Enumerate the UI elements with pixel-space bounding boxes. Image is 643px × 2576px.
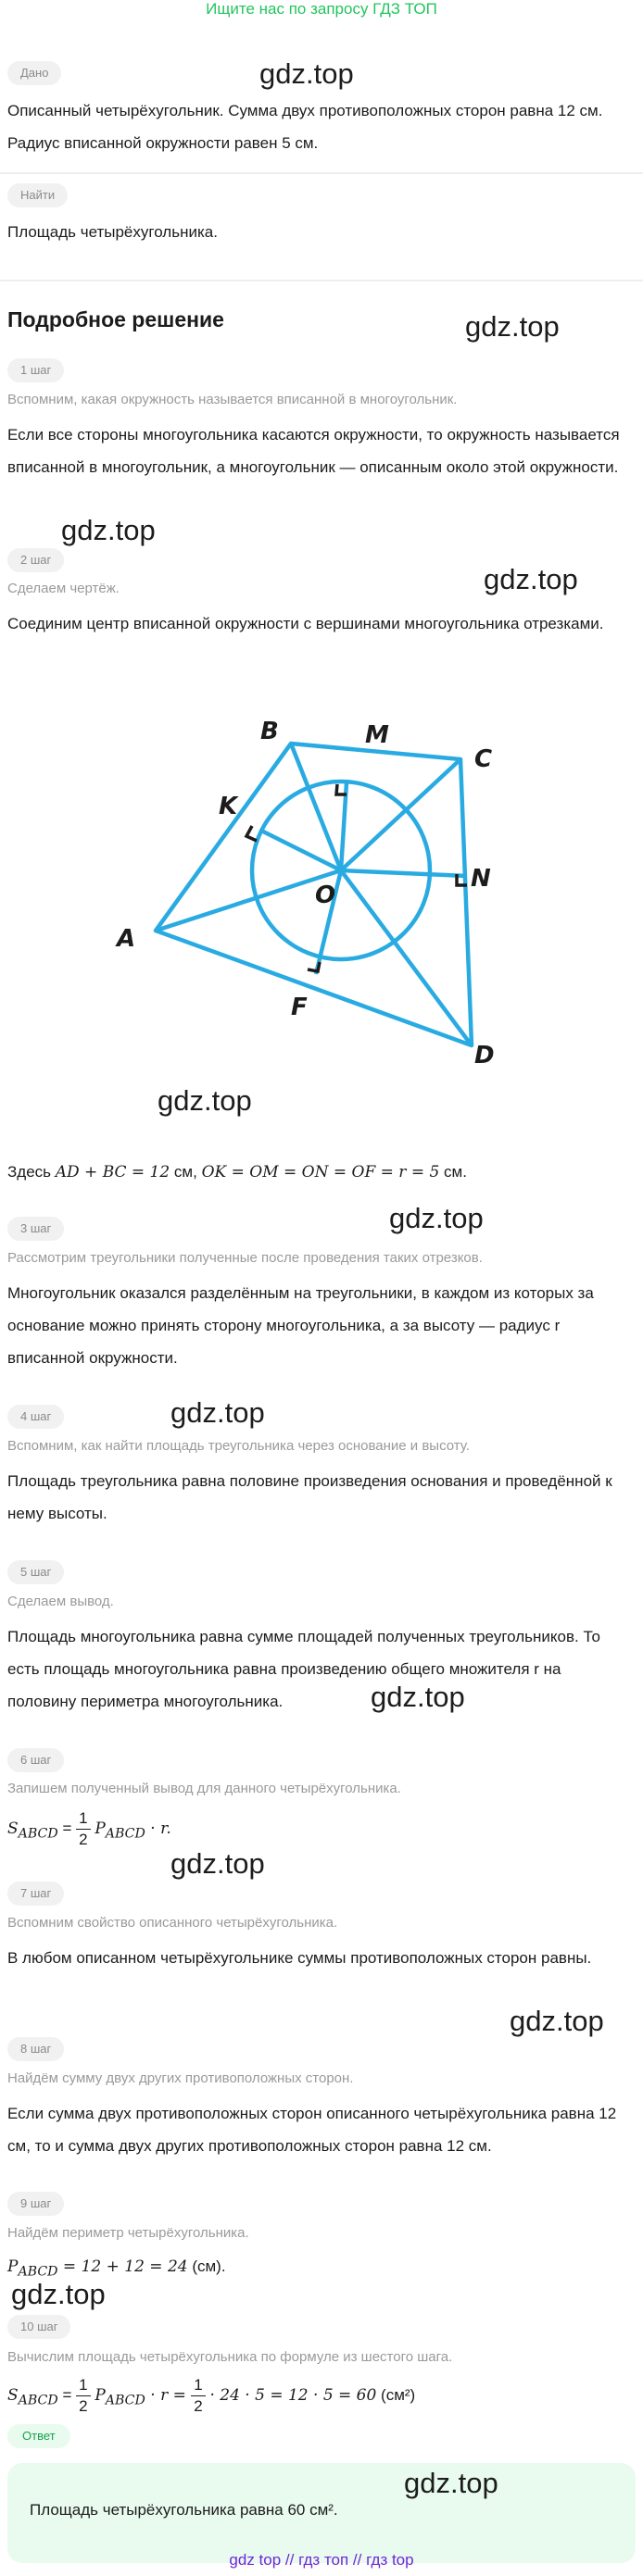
watermark: gdz.top bbox=[404, 2467, 498, 2499]
step-8-hint: Найдём сумму двух других противоположных сторон. bbox=[7, 2070, 354, 2086]
step-3-label: 3 шаг bbox=[7, 1217, 64, 1241]
step-1-text: Если все стороны многоугольника касаются окружности, то окружность называется вписанной в многоугольник, а многоугольник — описанным около этой окружности. bbox=[7, 426, 620, 476]
step-6-formula: $S_{ABCD}$ = $\frac{1}{2}$ $P_{ABCD} \cdot r$. bbox=[7, 1809, 171, 1849]
watermark: gdz.top bbox=[170, 1396, 265, 1429]
watermark: gdz.top bbox=[484, 563, 578, 595]
find-text: Площадь четырёхугольника. bbox=[7, 223, 218, 241]
label-D: D bbox=[474, 1042, 495, 1069]
step-4-label: 4 шаг bbox=[7, 1405, 64, 1429]
step-2-text: Соединим центр вписанной окружности с вершинами многоугольника отрезками. bbox=[7, 615, 604, 632]
right-angle-F bbox=[308, 962, 320, 971]
label-M: M bbox=[365, 721, 389, 749]
step-5-text: Площадь многоугольника равна сумме площадей полученных треугольников. То есть площадь многоугольника равна произведению общего множителя r на половину периметра многоугольника. bbox=[7, 1628, 600, 1710]
solution-heading: Подробное решение bbox=[7, 307, 224, 331]
quadrilateral-outline bbox=[156, 744, 472, 1045]
step-2-label: 2 шаг bbox=[7, 548, 64, 572]
footer-links[interactable]: gdz top // гдз топ // гдз top bbox=[229, 2551, 414, 2569]
right-angle-K bbox=[246, 826, 257, 841]
step-9-label: 9 шаг bbox=[7, 2192, 64, 2216]
step-4-hint: Вспомним, как найти площадь треугольника через основание и высоту. bbox=[7, 1438, 470, 1454]
watermark: gdz.top bbox=[158, 1084, 252, 1117]
radius-ON bbox=[341, 870, 467, 876]
divider bbox=[0, 172, 643, 174]
top-banner[interactable]: Ищите нас по запросу ГДЗ ТОП bbox=[206, 0, 437, 18]
step-4-text: Площадь треугольника равна половине произведения основания и проведённой к нему высоты. bbox=[7, 1472, 612, 1522]
given-text: Описанный четырёхугольник. Сумма двух противоположных сторон равна 12 см. Радиус вписанной окружности равен 5 см. bbox=[7, 102, 603, 152]
step-1-label: 1 шаг bbox=[7, 358, 64, 382]
step-5-label: 5 шаг bbox=[7, 1560, 64, 1584]
step-7-label: 7 шаг bbox=[7, 1882, 64, 1906]
find-label: Найти bbox=[7, 183, 68, 207]
label-C: C bbox=[474, 745, 493, 773]
step-2-notation: Здесь AD + BC = 12 см, OK = OM = ON = OF = r = 5 см. bbox=[7, 1163, 467, 1182]
label-O: O bbox=[315, 882, 336, 909]
step-8-text: Если сумма двух противоположных сторон описанного четырёхугольника равна 12 см, то и сумма двух других противоположных сторон равна 12 см. bbox=[7, 2105, 617, 2155]
watermark: gdz.top bbox=[11, 2278, 106, 2310]
step-7-text: В любом описанном четырёхугольнике суммы противоположных сторон равны. bbox=[7, 1949, 592, 1967]
answer-label: Ответ bbox=[7, 2424, 70, 2448]
label-F: F bbox=[291, 994, 308, 1021]
watermark: gdz.top bbox=[259, 57, 354, 90]
step-5-hint: Сделаем вывод. bbox=[7, 1594, 114, 1609]
watermark: gdz.top bbox=[510, 2005, 604, 2037]
watermark: gdz.top bbox=[61, 514, 156, 546]
segment-OA bbox=[156, 870, 341, 931]
step-3-hint: Рассмотрим треугольники полученные после проведения таких отрезков. bbox=[7, 1250, 483, 1266]
watermark: gdz.top bbox=[170, 1847, 265, 1880]
step-10-label: 10 шаг bbox=[7, 2315, 70, 2339]
step-10-hint: Вычислим площадь четырёхугольника по формуле из шестого шага. bbox=[7, 2349, 453, 2365]
answer-text: Площадь четырёхугольника равна 60 см². bbox=[30, 2501, 338, 2519]
step-3-text: Многоугольник оказался разделённым на треугольники, в каждом из которых за основание можно принять сторону многоугольника, а за высоту — радиус r вписанной окружности. bbox=[7, 1284, 594, 1367]
segment-OC bbox=[341, 759, 460, 870]
quadrilateral-figure bbox=[93, 704, 537, 1074]
step-6-hint: Запишем полученный вывод для данного четырёхугольника. bbox=[7, 1781, 401, 1796]
divider bbox=[0, 280, 643, 281]
step-2-hint: Сделаем чертёж. bbox=[7, 581, 120, 596]
watermark: gdz.top bbox=[465, 310, 560, 343]
watermark: gdz.top bbox=[389, 1202, 484, 1234]
step-8-label: 8 шаг bbox=[7, 2037, 64, 2061]
given-label: Дано bbox=[7, 61, 61, 85]
step-9-formula: $P_{ABCD} = 12 + 12 = 24$ (см). bbox=[7, 2257, 226, 2280]
label-B: B bbox=[260, 718, 279, 745]
label-A: A bbox=[117, 925, 136, 953]
step-1-hint: Вспомним, какая окружность называется вписанной в многоугольник. bbox=[7, 392, 458, 407]
step-9-hint: Найдём периметр четырёхугольника. bbox=[7, 2225, 249, 2241]
step-7-hint: Вспомним свойство описанного четырёхугольника. bbox=[7, 1915, 338, 1931]
step-6-label: 6 шаг bbox=[7, 1748, 64, 1772]
label-K: K bbox=[219, 793, 238, 820]
step-10-formula: $S_{ABCD}$ = $\frac{1}{2}$ $P_{ABCD} \cdot r$ = $\frac{1}{2}$ · 24 · 5 = 12 · 5 = 60 (см²) bbox=[7, 2376, 416, 2416]
label-N: N bbox=[471, 865, 491, 893]
watermark: gdz.top bbox=[371, 1681, 465, 1713]
